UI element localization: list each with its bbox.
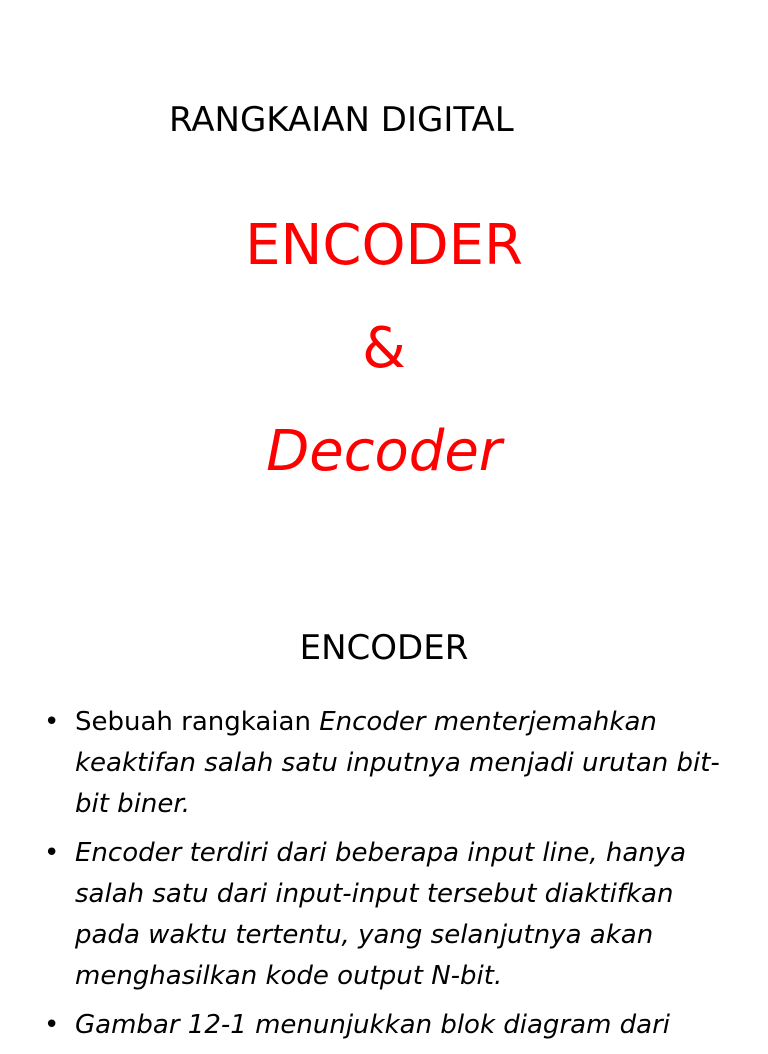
bullet-dot-icon: • [44,707,60,737]
bullet-text-italic: Encoder menterjemahkan keaktifan salah satu inputnya menjadi urutan bit-bit biner. [75,707,720,819]
bullet-text-italic: Encoder terdiri dari beberapa input line, hanya salah satu dari input-input tersebut diaktifkan pada waktu tertentu, yang selanjutnya akan menghasilkan kode output N-bit. [75,838,687,991]
title-ampersand: & [362,316,406,381]
bullet-item [44,833,744,997]
bullet-list [44,702,744,1054]
bullet-dot-icon: • [44,838,60,868]
title-decoder: Decoder [266,419,502,484]
section-heading: ENCODER [299,628,469,668]
bullet-text-normal: Sebuah rangkaian [75,707,320,737]
encoder-slide [0,576,768,1040]
slide-subtitle: RANGKAIAN DIGITAL [169,100,514,140]
title-encoder: ENCODER [245,213,523,278]
bullet-item [44,702,744,825]
bullet-item [44,1005,744,1046]
bullet-text-italic: Gambar 12-1 menunjukkan blok diagram dari [75,1010,671,1040]
bullet-dot-icon: • [44,1010,60,1040]
